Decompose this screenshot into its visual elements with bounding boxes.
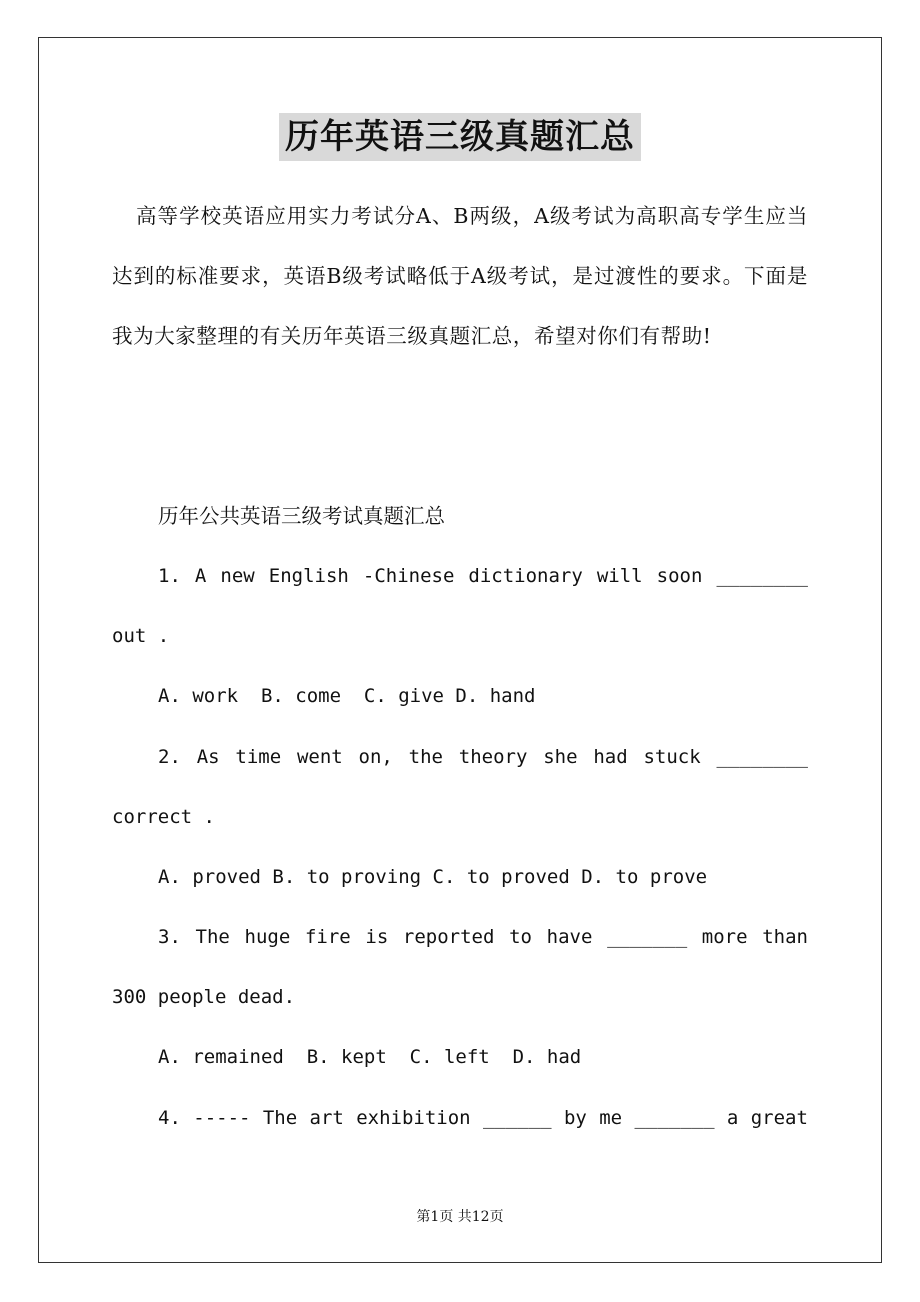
- question-word: ________: [716, 565, 808, 587]
- question-3-line-2: 300 people dead.: [112, 986, 296, 1008]
- question-2-line-2: correct .: [112, 806, 215, 828]
- question-2-options: A. proved B. to proving C. to proved D. to prove: [158, 866, 708, 888]
- question-word: _______: [634, 1107, 715, 1129]
- question-word: time: [235, 746, 282, 768]
- question-word: The: [195, 926, 230, 948]
- question-word: had: [593, 746, 628, 768]
- question-word: a: [726, 1107, 739, 1129]
- question-word: 2.: [158, 746, 181, 768]
- question-word: -----: [193, 1107, 251, 1129]
- question-word: -Chinese: [362, 565, 455, 587]
- question-3-options: A. remained B. kept C. left D. had: [158, 1046, 582, 1068]
- question-word: she: [543, 746, 578, 768]
- question-word: the: [408, 746, 443, 768]
- question-word: went: [296, 746, 343, 768]
- question-word: The: [262, 1107, 298, 1129]
- question-word: soon: [656, 565, 703, 587]
- intro-paragraph: 高等学校英语应用实力考试分A、B两级，A级考试为高职高专学生应当达到的标准要求，英语B级考试略低于A级考试，是过渡性的要求。下面是我为大家整理的有关历年英语三级真题汇总，希望对你们有帮助!: [112, 204, 808, 348]
- question-word: English: [268, 565, 349, 587]
- question-word: art: [309, 1107, 344, 1129]
- question-word: stuck: [643, 746, 701, 768]
- question-2-line-1: [158, 727, 808, 787]
- question-word: 3.: [158, 926, 181, 948]
- question-4-line-1: [158, 1088, 808, 1148]
- question-word: theory: [458, 746, 528, 768]
- question-word: than: [762, 926, 808, 948]
- question-word: more: [701, 926, 748, 948]
- question-word: have: [546, 926, 593, 948]
- question-word: exhibition: [356, 1107, 471, 1129]
- question-word: great: [750, 1107, 808, 1129]
- question-1-options: A. work B. come C. give D. hand: [158, 685, 536, 707]
- question-word: 1.: [158, 565, 181, 587]
- question-word: me: [599, 1107, 623, 1129]
- question-word: ________: [716, 746, 808, 768]
- question-word: dictionary: [468, 565, 583, 587]
- question-word: to: [509, 926, 532, 948]
- question-word: new: [220, 565, 255, 587]
- section-heading: 历年公共英语三级考试真题汇总: [158, 504, 445, 528]
- question-word: will: [596, 565, 643, 587]
- question-word: As: [196, 746, 220, 768]
- question-1-line-1: [158, 546, 808, 606]
- question-word: fire: [304, 926, 351, 948]
- question-3-line-1: [158, 907, 808, 967]
- question-word: reported: [402, 926, 495, 948]
- question-word: huge: [244, 926, 291, 948]
- question-word: 4.: [158, 1107, 181, 1129]
- document-title: 历年英语三级真题汇总: [0, 113, 920, 161]
- question-word: _______: [607, 926, 688, 948]
- question-word: on,: [358, 746, 393, 768]
- question-word: ______: [482, 1107, 552, 1129]
- question-word: is: [365, 926, 389, 948]
- question-word: by: [563, 1107, 587, 1129]
- page-footer: 第1页 共12页: [416, 1209, 504, 1225]
- question-word: A: [194, 565, 207, 587]
- question-1-line-2: out .: [112, 625, 170, 647]
